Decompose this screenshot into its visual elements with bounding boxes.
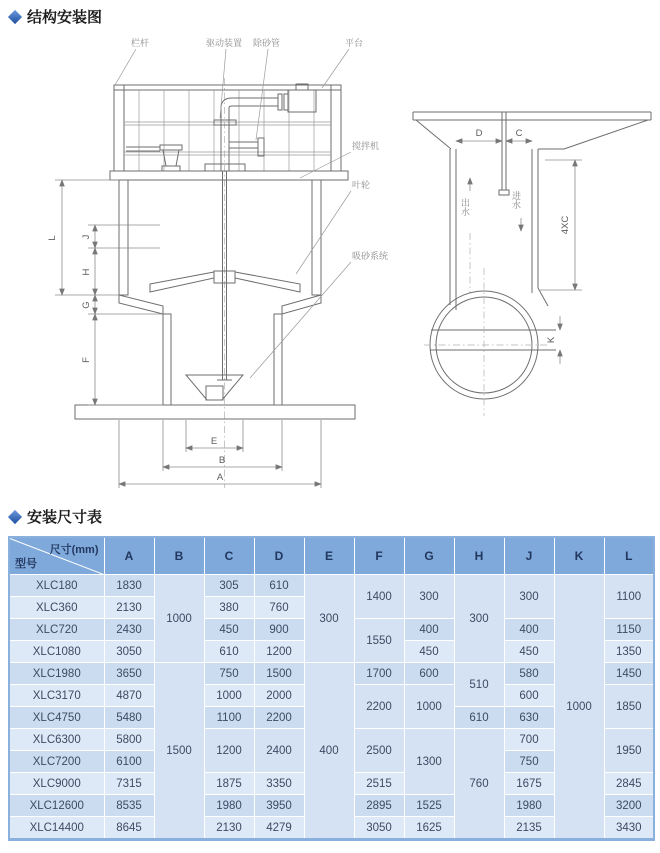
impeller-label: 叶轮 (352, 180, 371, 190)
mixer-label: 搅拌机 (352, 141, 380, 151)
dim-cell-C: 750 (204, 663, 254, 685)
dim-cell-G: 450 (404, 641, 454, 663)
model-cell: XLC4750 (9, 707, 104, 729)
installation-drawing (0, 28, 660, 498)
dim-cell-A: 8645 (104, 817, 154, 840)
dim-cell-A: 7315 (104, 773, 154, 795)
dim-cell-C: 1200 (204, 729, 254, 773)
dim-cell-J: 1980 (504, 795, 554, 817)
left-dimensions (47, 180, 163, 405)
dim-cell-B: 1000 (154, 575, 204, 663)
dim-G: G (81, 301, 92, 309)
model-cell: XLC12600 (9, 795, 104, 817)
dim-cell-J: 750 (504, 751, 554, 773)
tank-section-view (413, 112, 651, 416)
dim-cell-D: 760 (254, 597, 304, 619)
col-header-B: B (154, 537, 204, 575)
dim-cell-F: 1400 (354, 575, 404, 619)
dim-cell-H: 300 (454, 575, 504, 663)
dim-L: L (47, 235, 58, 241)
dim-E: E (210, 436, 218, 447)
corner-cell (9, 537, 104, 575)
table-row (9, 575, 654, 597)
dim-cell-J: 1675 (504, 773, 554, 795)
dim-cell-L: 1950 (604, 729, 654, 773)
section-title-structure (10, 6, 102, 27)
dim-H: H (81, 268, 92, 276)
dim-cell-L: 3430 (604, 817, 654, 840)
dim-B: B (218, 455, 226, 466)
dim-cell-K: 1000 (554, 575, 604, 840)
dim-cell-L: 1850 (604, 685, 654, 729)
dim-cell-H: 610 (454, 707, 504, 729)
col-header-F: F (354, 537, 404, 575)
dim-cell-D: 3950 (254, 795, 304, 817)
flow-labels (460, 178, 521, 293)
dim-cell-G: 1525 (404, 795, 454, 817)
corner-model-label: 型号 (15, 558, 37, 570)
dim-cell-F: 3050 (354, 817, 404, 840)
platform-label: 平台 (345, 38, 364, 48)
dim-F: F (81, 357, 92, 363)
dim-cell-D: 610 (254, 575, 304, 597)
sand-pipe-label: 除砂管 (253, 38, 281, 48)
dim-cell-F: 2515 (354, 773, 404, 795)
model-cell: XLC360 (9, 597, 104, 619)
dim-cell-D: 1200 (254, 641, 304, 663)
dim-cell-F: 1700 (354, 663, 404, 685)
dim-cell-G: 1625 (404, 817, 454, 840)
dim-cell-D: 2200 (254, 707, 304, 729)
dim-4XC: 4XC (560, 215, 571, 235)
dim-cell-A: 8535 (104, 795, 154, 817)
model-cell: XLC720 (9, 619, 104, 641)
fourxc-dimension (540, 160, 582, 290)
impeller-blades (150, 271, 300, 292)
col-header-H: H (454, 537, 504, 575)
dim-A: A (216, 472, 224, 483)
dim-D: D (475, 128, 483, 139)
dim-cell-L: 3200 (604, 795, 654, 817)
model-cell: XLC14400 (9, 817, 104, 840)
dim-J: J (81, 234, 92, 240)
diamond-icon (8, 509, 22, 523)
dim-cell-A: 4870 (104, 685, 154, 707)
dim-K: K (546, 336, 557, 344)
model-cell: XLC1080 (9, 641, 104, 663)
dim-cell-E: 400 (304, 663, 354, 840)
corner-unit-label: 尺寸(mm) (49, 544, 99, 556)
dim-cell-B: 1500 (154, 663, 204, 840)
dim-cell-L: 1150 (604, 619, 654, 641)
dim-cell-C: 1100 (204, 707, 254, 729)
dim-cell-F: 1550 (354, 619, 404, 663)
dim-cell-L: 1450 (604, 663, 654, 685)
dim-cell-J: 300 (504, 575, 554, 619)
dc-dimensions (456, 128, 532, 141)
dim-C: C (515, 128, 523, 139)
structure-title-text: 结构安装图 (27, 9, 103, 26)
model-cell: XLC1980 (9, 663, 104, 685)
model-cell: XLC180 (9, 575, 104, 597)
dim-cell-J: 400 (504, 619, 554, 641)
tank-body (119, 171, 321, 380)
dim-cell-G: 1000 (404, 685, 454, 729)
tank-floor (119, 295, 321, 314)
dim-cell-A: 6100 (104, 751, 154, 773)
model-cell: XLC6300 (9, 729, 104, 751)
tank-front-view (47, 37, 388, 488)
dim-cell-C: 450 (204, 619, 254, 641)
dim-cell-D: 2400 (254, 729, 304, 773)
dim-cell-H: 510 (454, 663, 504, 707)
k-dimension (546, 316, 560, 364)
dim-cell-J: 630 (504, 707, 554, 729)
col-header-G: G (404, 537, 454, 575)
col-header-L: L (604, 537, 654, 575)
dim-cell-G: 1300 (404, 729, 454, 795)
drive-and-piping (126, 84, 316, 171)
dim-cell-J: 580 (504, 663, 554, 685)
dim-cell-A: 3650 (104, 663, 154, 685)
railing-label: 栏杆 (131, 38, 150, 48)
col-header-E: E (304, 537, 354, 575)
dim-cell-C: 1980 (204, 795, 254, 817)
dim-cell-F: 2500 (354, 729, 404, 773)
dim-cell-G: 300 (404, 575, 454, 619)
dim-cell-D: 4279 (254, 817, 304, 840)
header-row (9, 537, 654, 575)
dim-cell-C: 610 (204, 641, 254, 663)
table-title-text: 安装尺寸表 (27, 509, 103, 526)
dim-cell-C: 1000 (204, 685, 254, 707)
dim-cell-J: 2135 (504, 817, 554, 840)
collar-and-channels (413, 112, 651, 310)
dim-cell-F: 2895 (354, 795, 404, 817)
col-header-A: A (104, 537, 154, 575)
dim-cell-C: 2130 (204, 817, 254, 840)
water-in-label: 进水 (511, 191, 521, 209)
dimension-table-wrap (8, 536, 655, 841)
dim-cell-A: 2130 (104, 597, 154, 619)
table-body (9, 575, 654, 840)
suction-label: 吸砂系统 (352, 251, 389, 261)
dim-cell-F: 2200 (354, 685, 404, 729)
dim-cell-L: 1100 (604, 575, 654, 619)
dim-cell-J: 450 (504, 641, 554, 663)
drive-label: 驱动装置 (206, 38, 243, 48)
circular-tank (424, 268, 556, 416)
dim-cell-L: 2845 (604, 773, 654, 795)
dim-cell-D: 3350 (254, 773, 304, 795)
model-cell: XLC9000 (9, 773, 104, 795)
col-header-J: J (504, 537, 554, 575)
dim-cell-C: 1875 (204, 773, 254, 795)
dim-cell-H: 760 (454, 729, 504, 840)
dim-cell-C: 305 (204, 575, 254, 597)
diamond-icon (8, 9, 22, 23)
dim-cell-A: 5800 (104, 729, 154, 751)
dim-cell-C: 380 (204, 597, 254, 619)
section-title-table (10, 506, 102, 527)
side-callouts (250, 140, 388, 378)
dim-cell-A: 1830 (104, 575, 154, 597)
dim-cell-D: 2000 (254, 685, 304, 707)
water-out-label: 出水 (460, 198, 470, 216)
dim-cell-J: 600 (504, 685, 554, 707)
suction-funnel (186, 375, 243, 400)
col-header-C: C (204, 537, 254, 575)
bottom-dimensions (119, 420, 321, 488)
dim-cell-A: 2430 (104, 619, 154, 641)
dim-cell-E: 300 (304, 575, 354, 663)
model-cell: XLC7200 (9, 751, 104, 773)
dim-cell-G: 600 (404, 663, 454, 685)
dim-cell-A: 5480 (104, 707, 154, 729)
installation-dimension-table (8, 536, 655, 841)
col-header-D: D (254, 537, 304, 575)
dim-cell-D: 900 (254, 619, 304, 641)
model-cell: XLC3170 (9, 685, 104, 707)
dim-cell-J: 700 (504, 729, 554, 751)
dim-cell-L: 1350 (604, 641, 654, 663)
lower-cylinder (75, 314, 355, 419)
dim-cell-A: 3050 (104, 641, 154, 663)
col-header-K: K (554, 537, 604, 575)
dim-cell-D: 1500 (254, 663, 304, 685)
dim-cell-G: 400 (404, 619, 454, 641)
